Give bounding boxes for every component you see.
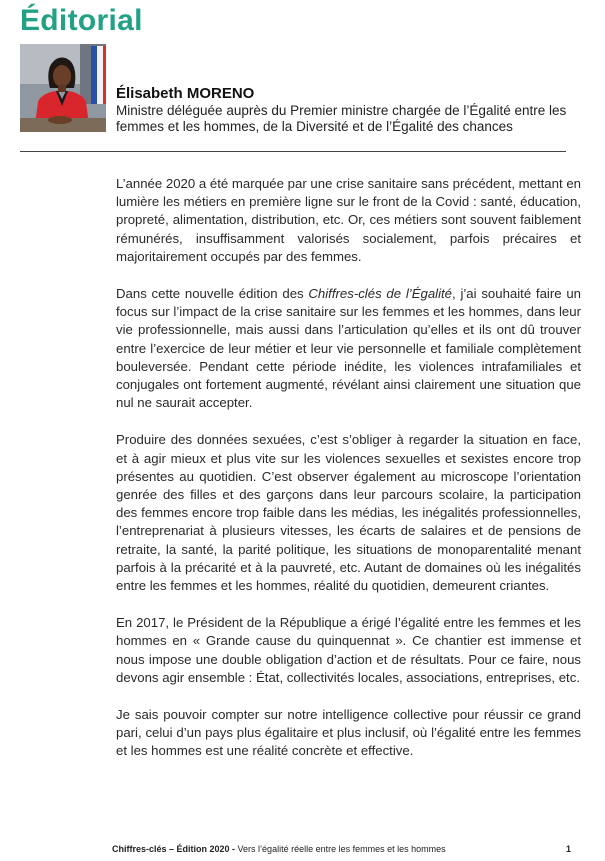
paragraph-2-text-start: Dans cette nouvelle édition des — [116, 286, 309, 302]
paragraph-3: Produire des données sexuées, c’est s’obliger à regarder la situation en face, et à agir mieux et plus vite sur les violences sexuelles et sexistes encore trop présentes au quotidien. C’est observer également au microscope l’orientation genrée des filles et des garçons dans leur parcours scolaire, la participation des femmes encore trop faible dans les médias, les inégalités professionnelles, l’entreprenariat à plusieurs vitesses, les écarts de salaires et de pensions de retraite, la santé, la parité politique, les situations de monoparentalité menant parfois à la précarité et à la pauvreté, etc. Autant de domaines où les inégalités entre les femmes et les hommes, réalité du quotidien, demeurent criantes. — [116, 432, 581, 594]
editorial-body — [116, 175, 581, 780]
paragraph-5: Je sais pouvoir compter sur notre intelligence collective pour réussir ce grand pari, celui d’un pays plus égalitaire et plus inclusif, où l’égalité entre les femmes et les hommes est une réalité concrète et effective. — [116, 707, 581, 759]
paragraph-1: L’année 2020 a été marquée par une crise sanitaire sans précédent, mettant en lumière les métiers en première ligne sur le front de la Covid : santé, éducation, propreté, alimentation, distribution, etc. Or, ces métiers sont souvent faiblement rémunérés, insuffisamment valorisés socialement, parfois précaires et majoritairement occupés par des femmes. — [116, 176, 581, 264]
author-portrait-photo — [20, 44, 106, 132]
footer-separator: - — [229, 844, 238, 854]
page-title: Éditorial — [20, 4, 143, 37]
paragraph-2-text-end: , j’ai souhaité faire un focus sur l’impact de la crise sanitaire sur les femmes et les hommes, dans leur vie professionnelle, mais aussi dans l’articulation qu’elles et ils ont dû trouver entre l’exercice de leur métier et leur vie personnelle et familiale complètement bouleversée. Pendant cette période inédite, les violences intrafamiliales et conjugales ont fortement augmenté, révélant ainsi clairement une situation que nul ne saurait accepter. — [116, 286, 582, 411]
footer-subtitle: Vers l’égalité réelle entre les femmes et les hommes — [237, 844, 446, 854]
paragraph-4: En 2017, le Président de la République a érigé l’égalité entre les femmes et les hommes en « Grande cause du quinquennat ». Ce chantier est immense et nous impose une double obligation d’action et de résultats. Pour ce faire, nous devons agir ensemble : État, collectivités locales, associations, entreprises, etc. — [116, 615, 581, 685]
paragraph-2 — [116, 285, 581, 412]
portrait-photo-icon — [20, 44, 106, 132]
author-name: Élisabeth MORENO — [116, 85, 255, 102]
page-number: 1 — [566, 844, 572, 854]
author-block — [116, 85, 586, 135]
footer-publication: Chiffres-clés – Édition 2020 — [112, 844, 230, 854]
publication-title-emphasis: Chiffres-clés de l’Égalité — [308, 286, 453, 302]
author-role: Ministre déléguée auprès du Premier ministre chargée de l’Égalité entre les femmes et les hommes, de la Diversité et de l’Égalité des chances — [116, 103, 567, 134]
header-divider — [20, 151, 566, 152]
footer-title — [112, 844, 446, 854]
